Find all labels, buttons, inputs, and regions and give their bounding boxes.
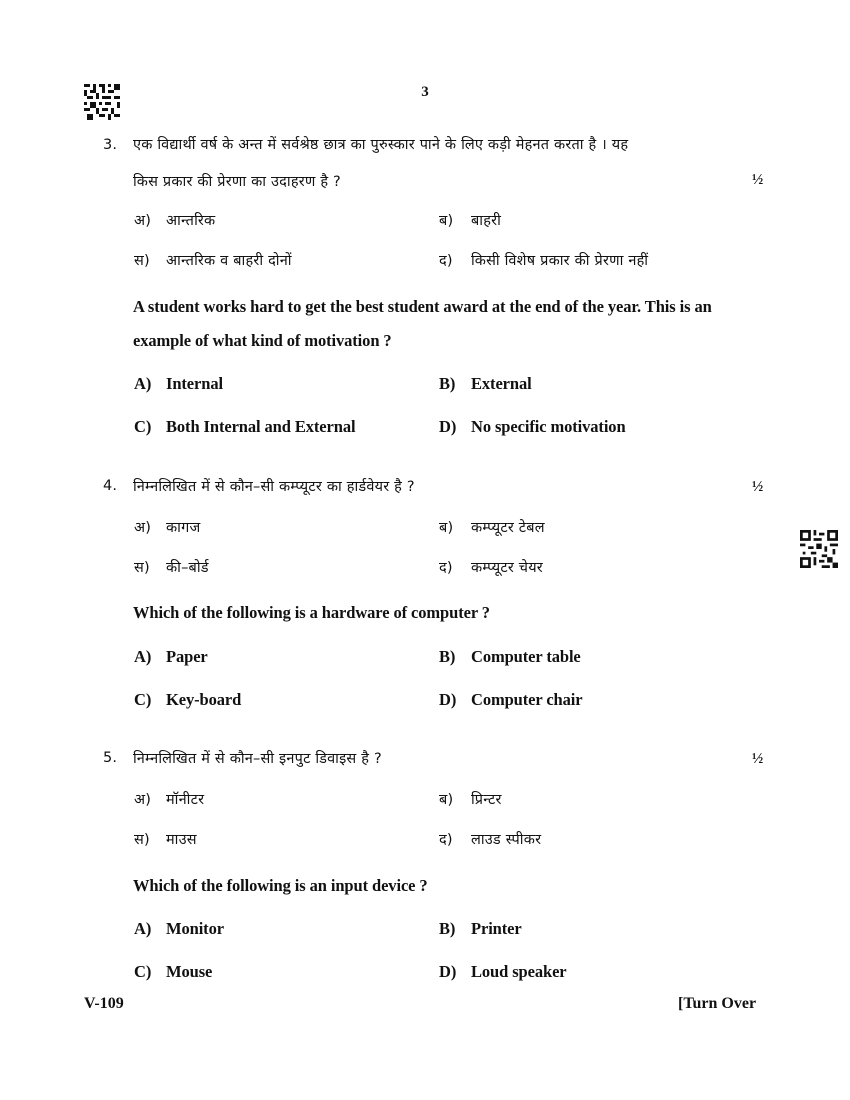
option-label: अ) bbox=[134, 520, 152, 536]
option-label: B) bbox=[439, 919, 456, 938]
question-3-english-line1: A student works hard to get the best student award at the end of the year. This is an bbox=[133, 297, 712, 316]
question-5-english-option-a bbox=[134, 919, 224, 939]
question-5-hindi-line1: निम्नलिखित में से कौन–सी इनपुट डिवाइस है ? bbox=[133, 751, 382, 767]
question-3-marks: ½ bbox=[752, 172, 764, 188]
question-4-number: 4. bbox=[103, 478, 118, 494]
option-label: A) bbox=[134, 647, 152, 666]
option-label: अ) bbox=[134, 213, 152, 229]
option-label: ब) bbox=[439, 213, 454, 229]
option-text: बाहरी bbox=[471, 213, 502, 229]
option-text: Loud speaker bbox=[471, 962, 567, 981]
option-text: Internal bbox=[166, 374, 223, 393]
option-label: B) bbox=[439, 647, 456, 666]
option-text: Both Internal and External bbox=[166, 417, 356, 436]
option-text: Key-board bbox=[166, 690, 242, 709]
option-label: ब) bbox=[439, 792, 454, 808]
option-text: आन्तरिक व बाहरी दोनों bbox=[166, 253, 292, 269]
option-label: B) bbox=[439, 374, 456, 393]
option-label: ब) bbox=[439, 520, 454, 536]
option-label: D) bbox=[439, 417, 457, 436]
question-5-english-option-d bbox=[439, 962, 567, 982]
question-5-english-line1: Which of the following is an input device ? bbox=[133, 876, 428, 895]
option-label: द) bbox=[439, 253, 453, 269]
question-5-number: 5. bbox=[103, 750, 118, 766]
option-text: Paper bbox=[166, 647, 208, 666]
question-3-hindi-line2: किस प्रकार की प्रेरणा का उदाहरण है ? bbox=[133, 174, 341, 190]
question-4-english-option-a bbox=[134, 647, 208, 667]
option-label: A) bbox=[134, 919, 152, 938]
option-text: कम्प्यूटर चेयर bbox=[471, 560, 543, 576]
question-3-hindi-option-a bbox=[134, 210, 215, 230]
option-label: D) bbox=[439, 690, 457, 709]
question-4-hindi-option-c bbox=[134, 557, 209, 577]
question-5-english-option-b bbox=[439, 919, 522, 939]
qr-code-side-icon bbox=[800, 530, 838, 568]
question-3-hindi-line1: एक विद्यार्थी वर्ष के अन्त में सर्वश्रेष्ठ छात्र का पुरुस्कार पाने के लिए कड़ी मेहनत करता है । यह bbox=[133, 137, 629, 153]
question-3-hindi-option-d bbox=[439, 250, 648, 270]
option-text: प्रिन्टर bbox=[471, 792, 502, 808]
option-label: C) bbox=[134, 417, 152, 436]
question-3-english-option-c bbox=[134, 417, 355, 437]
question-3-english-option-b bbox=[439, 374, 532, 394]
question-4-english-option-b bbox=[439, 647, 581, 667]
question-5-hindi-option-a bbox=[134, 789, 204, 809]
option-text: आन्तरिक bbox=[166, 213, 216, 229]
question-5-hindi-option-d bbox=[439, 829, 541, 849]
option-label: स) bbox=[134, 832, 150, 848]
option-text: लाउड स्पीकर bbox=[471, 832, 542, 848]
question-4-hindi-option-a bbox=[134, 517, 200, 537]
option-text: किसी विशेष प्रकार की प्रेरणा नहीं bbox=[471, 253, 649, 269]
option-text: Printer bbox=[471, 919, 522, 938]
option-label: स) bbox=[134, 253, 150, 269]
question-4-hindi-option-b bbox=[439, 517, 545, 537]
question-5-hindi-option-c bbox=[134, 829, 197, 849]
option-label: C) bbox=[134, 962, 152, 981]
question-3-english-option-d bbox=[439, 417, 626, 437]
question-4-hindi-line1: निम्नलिखित में से कौन–सी कम्प्यूटर का हार्डवेयर है ? bbox=[133, 479, 415, 495]
option-text: Computer chair bbox=[471, 690, 583, 709]
option-label: C) bbox=[134, 690, 152, 709]
option-label: द) bbox=[439, 560, 453, 576]
question-3-hindi-option-c bbox=[134, 250, 292, 270]
question-3-hindi-option-b bbox=[439, 210, 501, 230]
question-5-marks: ½ bbox=[752, 751, 764, 767]
option-text: कम्प्यूटर टेबल bbox=[471, 520, 545, 536]
option-text: मॉनीटर bbox=[166, 792, 205, 808]
option-label: स) bbox=[134, 560, 150, 576]
option-label: A) bbox=[134, 374, 152, 393]
page-number: 3 bbox=[421, 84, 429, 100]
question-4-english-line1: Which of the following is a hardware of computer ? bbox=[133, 603, 490, 622]
question-4-english-option-d bbox=[439, 690, 583, 710]
question-4-english-option-c bbox=[134, 690, 241, 710]
option-label: अ) bbox=[134, 792, 152, 808]
question-3-number: 3. bbox=[103, 137, 118, 153]
option-label: द) bbox=[439, 832, 453, 848]
question-5-hindi-option-b bbox=[439, 789, 502, 809]
option-text: Mouse bbox=[166, 962, 213, 981]
paper-code: V-109 bbox=[84, 995, 124, 1012]
option-text: Computer table bbox=[471, 647, 581, 666]
question-3-english-option-a bbox=[134, 374, 223, 394]
option-text: Monitor bbox=[166, 919, 224, 938]
question-3-english-line2: example of what kind of motivation ? bbox=[133, 331, 392, 350]
option-text: की–बोर्ड bbox=[166, 560, 209, 576]
question-5-english-option-c bbox=[134, 962, 212, 982]
option-text: कागज bbox=[166, 520, 201, 536]
option-text: No specific motivation bbox=[471, 417, 626, 436]
turn-over-label: [Turn Over bbox=[678, 995, 757, 1012]
question-4-hindi-option-d bbox=[439, 557, 543, 577]
option-text: External bbox=[471, 374, 532, 393]
question-4-marks: ½ bbox=[752, 479, 764, 495]
option-label: D) bbox=[439, 962, 457, 981]
option-text: माउस bbox=[166, 832, 197, 848]
